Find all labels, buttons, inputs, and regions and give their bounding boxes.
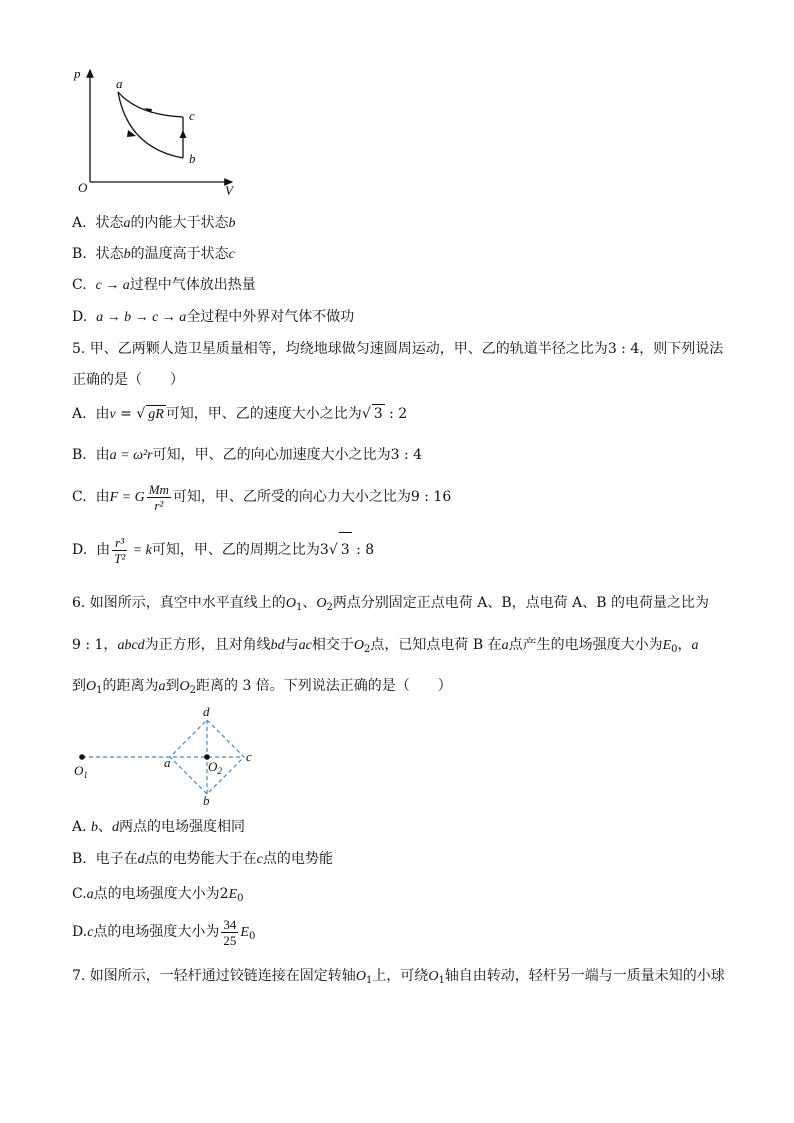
point-c-label: c xyxy=(189,108,195,123)
charge-a-dot xyxy=(79,754,85,760)
label-o2: $O_2$ xyxy=(208,759,222,776)
q4-option-b: B. 状态b的温度高于状态c xyxy=(72,246,235,262)
charge-diagram xyxy=(66,703,276,809)
axis-v-label: V xyxy=(225,183,233,198)
label-a: a xyxy=(164,755,171,770)
point-b-label: b xyxy=(189,151,196,166)
arrow-b-c xyxy=(180,130,187,138)
q5-option-b: B. 由a = ω²r可知，甲、乙的向心加速度大小之比为3 : 4 xyxy=(72,447,423,463)
label-d: d xyxy=(203,704,210,719)
q4-option-a: A. 状态a的内能大于状态b xyxy=(72,215,236,231)
label-c: c xyxy=(246,749,252,764)
q5-option-a: A. 由v = √ gR 可知，甲、乙的速度大小之比为√ 3 : 2 xyxy=(72,406,408,422)
pv-graph xyxy=(70,60,240,200)
q6-option-b: B. 电子在d点的电势能大于在c点的电势能 xyxy=(72,851,333,867)
q4-option-d: D. a → b → c → a全过程中外界对气体不做功 xyxy=(72,309,355,325)
q5-stem-line1: 5. 甲、乙两颗人造卫星质量相等，均绕地球做匀速圆周运动，甲、乙的轨道半径之比为3 : 4，则下列说法 xyxy=(72,341,724,357)
q5c-fraction: $\frac{Mm}{\text{r²}}$ xyxy=(148,481,169,513)
label-b: b xyxy=(203,793,210,808)
curve-a-b xyxy=(118,92,183,158)
origin-label: O xyxy=(78,180,88,195)
q5-option-c: C. 由F = G $\frac{Mm}{\text{r²}}$ 可知，甲、乙所受的向心力大小之比为9 : 16 xyxy=(72,481,452,513)
point-a-label: a xyxy=(116,76,123,91)
label-o1: $O_1$ xyxy=(74,763,88,780)
q5-option-d: D. 由 $\frac{\text{r³}}{\text{T²}}$ = k可知，甲、乙的周期之比为3√ 3 : 8 xyxy=(72,532,374,568)
q4-option-c: C. c → a过程中气体放出热量 xyxy=(72,277,256,293)
q6d-fraction: $\frac{34}{25}$ xyxy=(223,916,237,948)
q6-stem-line2: 9 : 1，abcd为正方形，且对角线bd与ac相交于$O_2$点，已知点电荷 B 在a点产生的电场强度大小为$E_0$，a xyxy=(72,637,699,655)
q5-stem-line2: 正确的是（ ） xyxy=(72,372,184,388)
axis-p-label: p xyxy=(74,66,81,81)
curve-c-a xyxy=(118,92,183,117)
q7-stem: 7. 如图所示，一轻杆通过铰链连接在固定转轴$O_1$上，可绕$O_1$轴自由转动，轻杆另一端与一质量未知的小球 xyxy=(72,968,725,986)
q6-option-d: D.c点的电场强度大小为 $\frac{34}{25}$ $E_0$ xyxy=(72,916,256,948)
q5d-fraction: $\frac{\text{r³}}{\text{T²}}$ xyxy=(114,534,126,566)
q6-stem-line3: 到$O_1$的距离为a到$O_2$距离的 3 倍。下列说法正确的是（ ） xyxy=(72,678,452,696)
q6-option-c: C.a点的电场强度大小为$2E_0$ xyxy=(72,886,244,904)
q6-stem-line1: 6. 如图所示，真空中水平直线上的$O_1$、$O_2$两点分别固定正点电荷 A、B，点电荷 A、B 的电荷量之比为 xyxy=(72,595,709,613)
q6-option-a: A. b、d两点的电场强度相同 xyxy=(72,819,246,835)
